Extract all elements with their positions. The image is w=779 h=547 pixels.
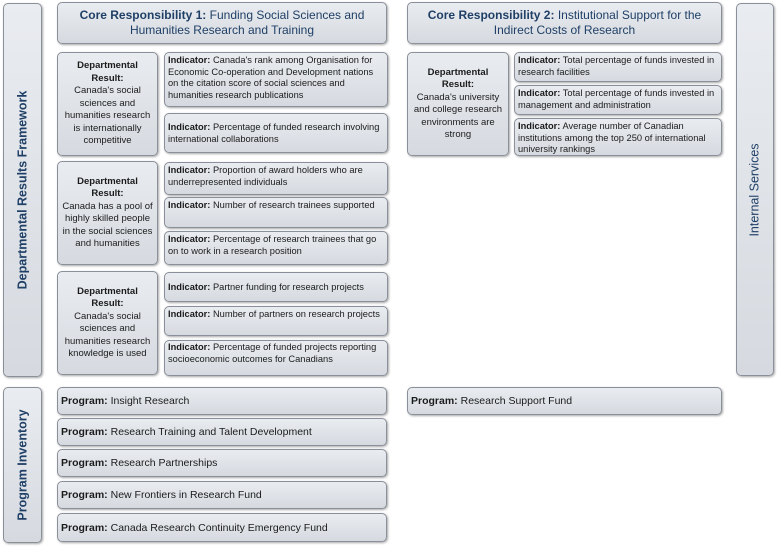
indicator-text: Average number of Canadian institutions among the top 250 of international university rankings: [518, 121, 706, 154]
result-text: Canada's university and college research environments are strong: [413, 91, 503, 140]
indicator-prefix: Indicator:: [518, 121, 561, 131]
program-name: Research Support Fund: [460, 395, 573, 407]
departmental-result-3: [57, 271, 158, 375]
program-name: Canada Research Continuity Emergency Fund: [110, 521, 328, 534]
program-prefix: Program:: [61, 426, 108, 438]
indicator-prefix: Indicator:: [168, 122, 211, 132]
indicator-prefix: Indicator:: [518, 88, 561, 98]
program-box: [57, 513, 387, 542]
indicator-prefix: Indicator:: [518, 55, 561, 65]
indicator-box: [514, 52, 722, 82]
indicator-text: Percentage of research trainees that go on to work in a research position: [168, 234, 377, 256]
indicator-prefix: Indicator:: [168, 234, 211, 244]
indicator-box: [164, 113, 388, 153]
core-responsibility-1: [57, 2, 387, 44]
program-box: [407, 387, 722, 415]
program-box: [57, 418, 387, 446]
indicator-prefix: Indicator:: [168, 309, 211, 319]
indicator-prefix: Indicator:: [168, 282, 211, 292]
indicator-box: [164, 231, 388, 265]
program-prefix: Program:: [61, 395, 108, 407]
indicator-box: [164, 306, 388, 336]
program-name: Research Partnerships: [110, 457, 218, 469]
inventory-bar: [3, 387, 42, 543]
program-name: New Frontiers in Research Fund: [110, 489, 262, 501]
result-text: Canada's social sciences and humanities research is internationally competitive: [64, 85, 151, 147]
indicator-text: Number of partners on research projects: [212, 309, 380, 319]
indicator-box: [514, 118, 722, 156]
program-name: Insight Research: [110, 395, 190, 407]
core-responsibility-2: [407, 2, 722, 44]
indicator-prefix: Indicator:: [168, 200, 211, 210]
indicator-text: Total percentage of funds invested in research facilities: [518, 55, 715, 77]
indicator-prefix: Indicator:: [168, 55, 211, 65]
framework-label: Departmental Results Framework: [15, 90, 30, 290]
indicator-text: Percentage of funded research involving international collaborations: [168, 122, 380, 144]
indicator-text: Canada's rank among Organisation for Economic Co-operation and Development nations on the citation score of social sciences and humanities research publications: [168, 55, 374, 100]
indicator-box: [164, 52, 388, 107]
indicator-prefix: Indicator:: [168, 165, 211, 175]
internal-services-bar: [736, 3, 774, 376]
framework-bar: [3, 3, 42, 377]
indicator-text: Proportion of award holders who are underrepresented individuals: [168, 165, 363, 187]
indicator-text: Percentage of funded projects reporting socioeconomic outcomes for Canadians: [168, 342, 377, 364]
indicator-box: [164, 340, 388, 376]
cr1-title: Funding Social Sciences and Humanities Research and Training: [129, 8, 365, 37]
result-heading: Departmental Result:: [77, 175, 138, 199]
result-heading: Departmental Result:: [427, 66, 489, 90]
program-box: [57, 449, 387, 477]
internal-services-label: Internal Services: [748, 142, 763, 237]
program-box: [57, 481, 387, 509]
result-heading: Departmental Result:: [77, 60, 138, 84]
departmental-result-2: [57, 161, 158, 265]
indicator-box: [514, 85, 722, 115]
departmental-result-1: [57, 52, 158, 156]
departmental-result-cr2: [407, 52, 509, 156]
cr2-prefix: Core Responsibility 2:: [427, 8, 555, 22]
result-text: Canada's social sciences and humanities research knowledge is used: [64, 310, 151, 359]
indicator-text: Number of research trainees supported: [212, 200, 375, 210]
indicator-box: [164, 162, 388, 195]
inventory-label: Program Inventory: [15, 409, 30, 521]
program-prefix: Program:: [61, 521, 108, 534]
indicator-box: [164, 272, 388, 302]
indicator-prefix: Indicator:: [168, 342, 211, 352]
indicator-box: [164, 197, 388, 228]
program-name: Research Training and Talent Development: [110, 426, 312, 438]
program-prefix: Program:: [411, 395, 458, 407]
indicator-text: Partner funding for research projects: [212, 282, 364, 292]
result-heading: Departmental Result:: [77, 285, 138, 309]
cr2-title: Institutional Support for the Indirect Costs of Research: [493, 8, 702, 37]
result-text: Canada has a pool of highly skilled people in the social sciences and humanities: [62, 200, 153, 249]
program-box: [57, 387, 387, 415]
program-prefix: Program:: [61, 457, 108, 469]
indicator-text: Total percentage of funds invested in management and administration: [518, 88, 715, 110]
program-prefix: Program:: [61, 489, 108, 501]
cr1-prefix: Core Responsibility 1:: [79, 8, 207, 22]
